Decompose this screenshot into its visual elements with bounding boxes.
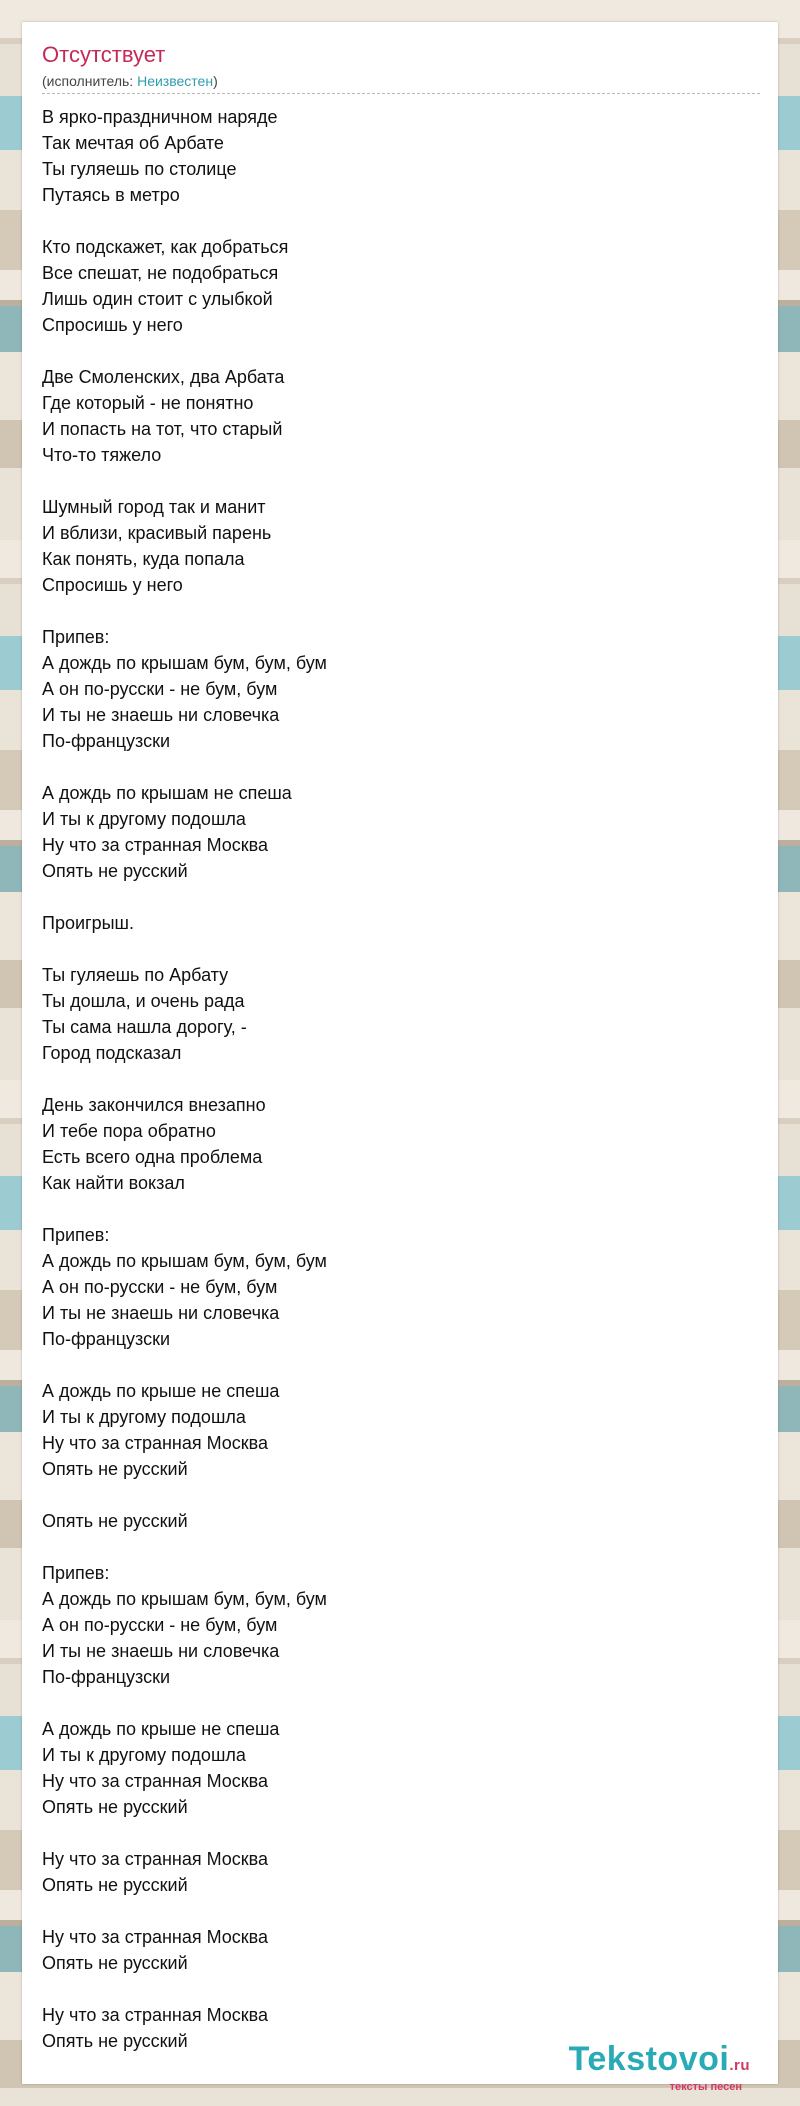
lyric-line: А он по-русски - не бум, бум	[42, 1615, 278, 1635]
lyric-line: Две Смоленских, два Арбата	[42, 367, 285, 387]
performer-suffix: )	[213, 73, 218, 89]
lyrics-stanza	[42, 1846, 742, 1898]
lyric-line: Припев:	[42, 627, 110, 647]
lyric-line: А он по-русски - не бум, бум	[42, 1277, 278, 1297]
lyrics-stanza	[42, 1560, 742, 1690]
lyric-line: Ты сама нашла дорогу, -	[42, 1017, 247, 1037]
lyric-line: День закончился внезапно	[42, 1095, 266, 1115]
lyric-line: Ну что за странная Москва	[42, 1927, 269, 1947]
lyric-line: Ну что за странная Москва	[42, 1771, 269, 1791]
lyric-line: Шумный город так и манит	[42, 497, 266, 517]
lyric-line: Что-то тяжело	[42, 445, 162, 465]
lyric-line: Опять не русский	[42, 1459, 188, 1479]
site-logo[interactable]	[569, 2042, 750, 2093]
lyrics-body	[42, 104, 742, 2080]
lyric-line: Припев:	[42, 1225, 110, 1245]
performer-line	[42, 72, 760, 94]
lyric-line: Ты гуляешь по Арбату	[42, 965, 229, 985]
lyric-line: Опять не русский	[42, 1875, 188, 1895]
lyrics-stanza	[42, 1092, 742, 1196]
lyric-line: И ты не знаешь ни словечка	[42, 1303, 280, 1323]
lyric-line: И попасть на тот, что старый	[42, 419, 283, 439]
logo-name: Tekstovoi	[568, 2040, 730, 2078]
lyric-line: Спросишь у него	[42, 575, 183, 595]
lyric-line: И ты к другому подошла	[42, 1745, 246, 1765]
lyric-line: Есть всего одна проблема	[42, 1147, 263, 1167]
lyric-line: А дождь по крыше не спеша	[42, 1381, 280, 1401]
lyrics-stanza	[42, 962, 742, 1066]
lyric-line: Спросишь у него	[42, 315, 183, 335]
lyrics-stanza	[42, 1222, 742, 1352]
lyric-line: И вблизи, красивый парень	[42, 523, 272, 543]
lyric-line: Опять не русский	[42, 1797, 188, 1817]
lyric-line: Путаясь в метро	[42, 185, 180, 205]
lyric-line: Ты гуляешь по столице	[42, 159, 237, 179]
lyric-line: И ты к другому подошла	[42, 1407, 246, 1427]
logo-domain-suffix: .ru	[729, 2057, 750, 2074]
lyric-line: А он по-русски - не бум, бум	[42, 679, 278, 699]
lyric-line: Опять не русский	[42, 1953, 188, 1973]
lyrics-card	[22, 22, 778, 2093]
lyric-line: Проигрыш.	[42, 913, 134, 933]
lyric-line: Опять не русский	[42, 861, 188, 881]
lyric-line: Ты дошла, и очень рада	[42, 991, 245, 1011]
lyrics-stanza	[42, 104, 742, 208]
lyrics-stanza	[42, 1716, 742, 1820]
song-title: Отсутствует	[42, 42, 166, 67]
lyric-line: Припев:	[42, 1563, 110, 1583]
lyric-line: А дождь по крышам бум, бум, бум	[42, 653, 327, 673]
lyric-line: А дождь по крыше не спеша	[42, 1719, 280, 1739]
logo-tagline: тексты песен	[669, 2081, 742, 2093]
lyric-line: А дождь по крышам бум, бум, бум	[42, 1251, 327, 1271]
lyric-line: А дождь по крышам не спеша	[42, 783, 292, 803]
lyric-line: По-французски	[42, 1329, 171, 1349]
lyrics-stanza	[42, 1378, 742, 1482]
lyric-line: Опять не русский	[42, 1511, 188, 1531]
lyric-line: Все спешат, не подобраться	[42, 263, 279, 283]
lyric-line: Как понять, куда попала	[42, 549, 245, 569]
lyric-line: В ярко-праздничном наряде	[42, 107, 278, 127]
lyrics-stanza	[42, 234, 742, 338]
lyric-line: И тебе пора обратно	[42, 1121, 216, 1141]
lyric-line: Ну что за странная Москва	[42, 2005, 269, 2025]
lyric-line: Ну что за странная Москва	[42, 835, 269, 855]
lyric-line: Опять не русский	[42, 2031, 188, 2051]
lyric-line: И ты не знаешь ни словечка	[42, 1641, 280, 1661]
lyrics-stanza	[42, 1508, 742, 1534]
lyric-line: По-французски	[42, 1667, 171, 1687]
lyric-line: Ну что за странная Москва	[42, 1433, 269, 1453]
lyric-line: Лишь один стоит с улыбкой	[42, 289, 273, 309]
lyrics-stanza	[42, 364, 742, 468]
lyric-line: И ты не знаешь ни словечка	[42, 705, 280, 725]
lyric-line: Город подсказал	[42, 1043, 182, 1063]
lyric-line: Где который - не понятно	[42, 393, 254, 413]
logo-wordmark	[569, 2042, 750, 2083]
lyric-line: И ты к другому подошла	[42, 809, 246, 829]
lyric-line: Как найти вокзал	[42, 1173, 185, 1193]
lyric-line: По-французски	[42, 731, 171, 751]
performer-link[interactable]: Неизвестен	[137, 73, 214, 89]
lyric-line: Кто подскажет, как добраться	[42, 237, 289, 257]
lyrics-stanza	[42, 910, 742, 936]
lyric-line: А дождь по крышам бум, бум, бум	[42, 1589, 327, 1609]
lyrics-stanza	[42, 624, 742, 754]
performer-prefix: (исполнитель:	[42, 73, 138, 89]
lyrics-stanza	[42, 780, 742, 884]
lyric-line: Так мечтая об Арбате	[42, 133, 224, 153]
lyrics-stanza	[42, 1924, 742, 1976]
lyric-line: Ну что за странная Москва	[42, 1849, 269, 1869]
lyrics-stanza	[42, 494, 742, 598]
